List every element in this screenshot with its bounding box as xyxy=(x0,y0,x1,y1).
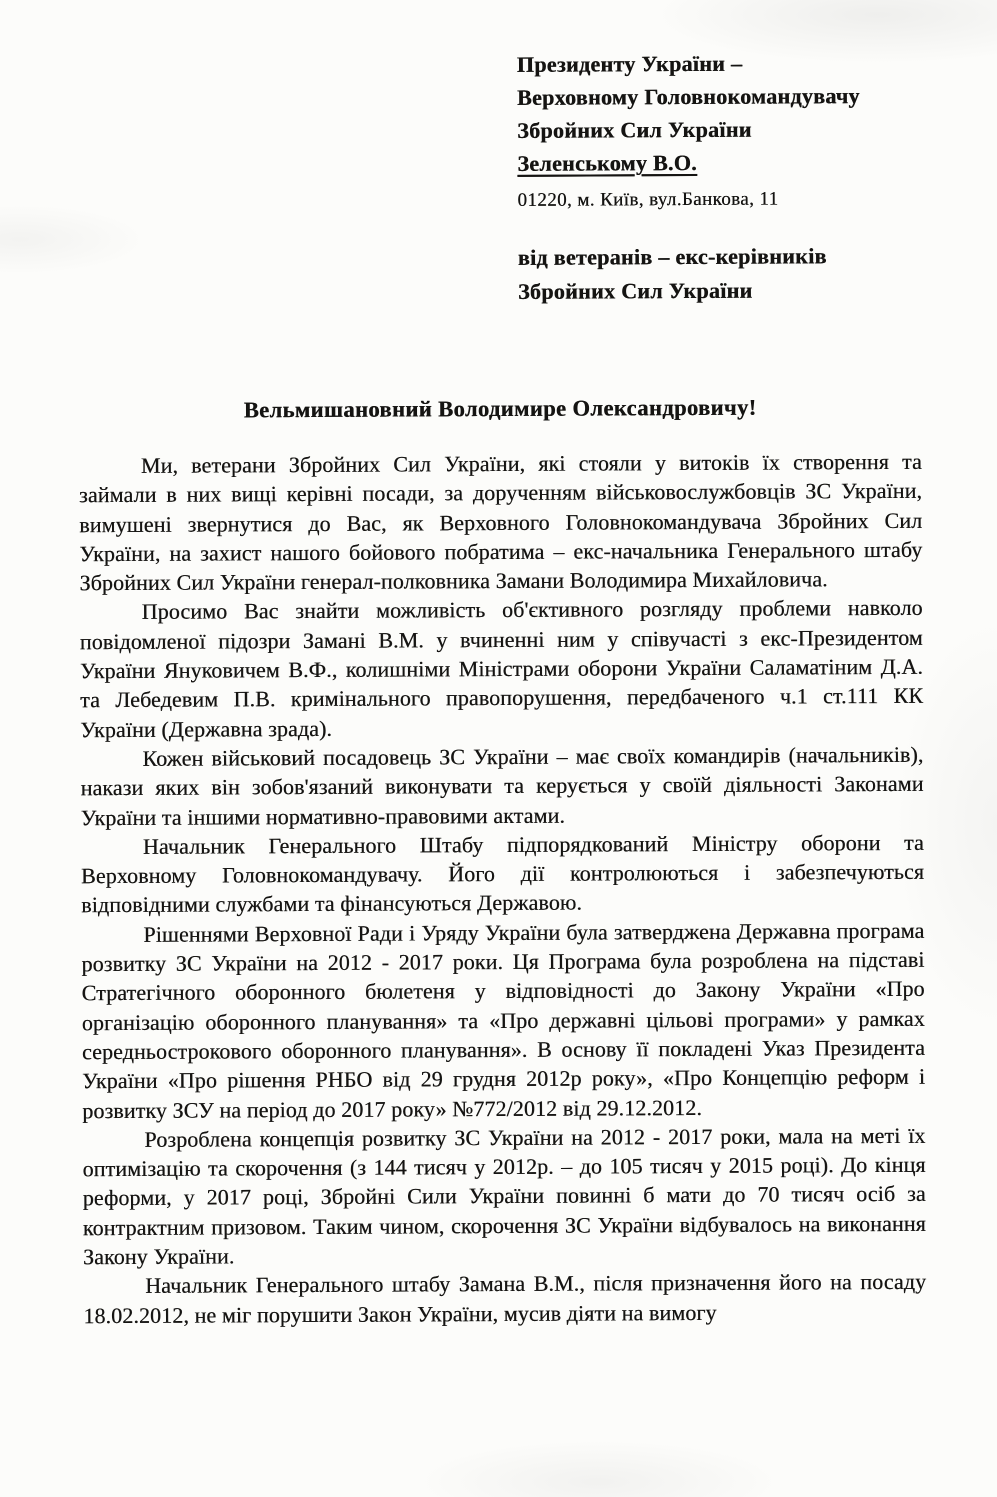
recipient-line: Президенту України – xyxy=(516,50,743,77)
salutation: Вельмишановний Володимире Олександровичу! xyxy=(243,394,757,423)
paragraph-2: Просимо Вас знайти можливість об'єктивного розгляду проблеми навколо повідомленої підозри Замані В.М. у вчиненні ним у співучасті з екс-Президентом України Януковичем В.Ф., колишніми Міністрами оборони України Саламатіним Д.А. та Лебедевим П.В. кримінального правопорушення, передбаченого ч.1 ст.111 КК України (Державна зрада). xyxy=(79,595,924,742)
paragraph-3: Кожен військовий посадовець ЗС України – має своїх командирів (начальників), накази яких він зобов'язаний виконувати та керується у своїй діяльності Законами України та іншими нормативно-правовими актами. xyxy=(80,741,924,830)
recipient-name: Зеленському В.О. xyxy=(517,149,697,176)
recipient-line: Збройних Сил України xyxy=(517,116,752,143)
paragraph-5: Рішеннями Верховної Ради і Уряду України була затверджена Державна програма розвитку ЗС України на 2012 - 2017 роки. Ця Програма була розроблена на підставі Стратегічного оборонного бюлетеня у відповідності до Закону України «Про організацію оборонного планування» та «Про державні цільові програми» у рамках середньострокового оборонного планування». В основу її покладені Указ Президента України «Про рішення РНБО від 29 грудня 2012р року», «Про Концепцію реформ і розвитку ЗСУ на період до 2017 року» №772/2012 від 29.12.2012. xyxy=(81,917,926,1123)
paragraph-7: Начальник Генерального штабу Замана В.М., після призначення його на посаду 18.02.2012, не міг порушити Закон України, мусив діяти на вимогу xyxy=(83,1269,927,1328)
recipient-block xyxy=(517,46,861,217)
paragraph-6: Розроблена концепція розвитку ЗС України на 2012 - 2017 роки, мала на меті їх оптимізацію та скорочення (з 144 тисяч у 2012р. – до 105 тисяч у 2015 році). До кінця реформи, у 2017 році, Збройні Сили України повинні б мати до 70 тисяч осіб за контрактним призовом. Таким чином, скорочення ЗС України відбувалось на виконання Закону України. xyxy=(82,1122,926,1270)
sender-block xyxy=(518,239,827,309)
recipient-address: 01220, м. Київ, вул.Банкова, 11 xyxy=(517,188,779,211)
sender-line: від ветеранів – екс-керівників xyxy=(517,243,827,270)
sender-line: Збройних Сил України xyxy=(517,277,753,304)
paragraph-1: Ми, ветерани Збройних Сил України, які стояли у витоків їх створення та займали в них вищі керівні посади, за дорученням військовослужбовців ЗС України, вимушені звернутися до Вас, як Верховного Головнокомандувача Збройних Сил України, на захист нашого бойового побратима – екс-начальника Генерального штабу Збройних Сил України генерал-полковника Замани Володимира Михайловича. xyxy=(78,448,923,596)
paragraph-4: Начальник Генерального Штабу підпорядкований Міністру оборони та Верховному Головнокомандувачу. Його дії контролюються і забезпечуються відповідними службами та фінансуються Державою. xyxy=(80,829,925,918)
letter-body xyxy=(79,447,927,1330)
recipient-line: Верховному Головнокомандувачу xyxy=(516,83,860,110)
